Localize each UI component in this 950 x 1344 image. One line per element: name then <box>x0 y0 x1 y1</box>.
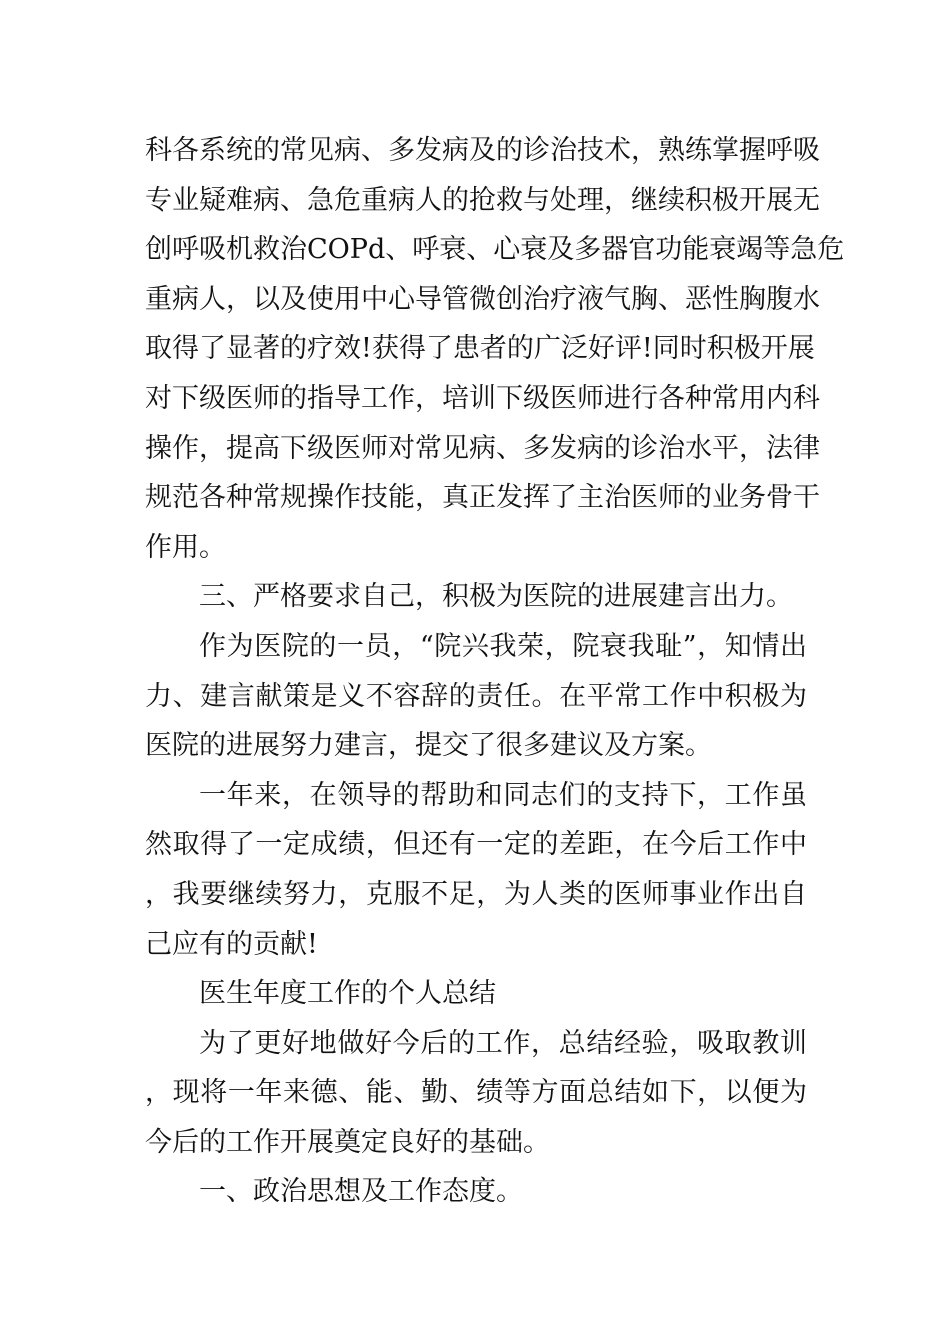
paragraph-line: 规范各种常规操作技能，真正发挥了主治医师的业务骨干 <box>145 482 820 514</box>
paragraph-line: 取得了显著的疗效!获得了患者的广泛好评!同时积极开展 <box>145 333 815 365</box>
paragraph-line: 作用。 <box>145 531 226 563</box>
paragraph-line: 创呼吸机救治COPd、呼衰、心衰及多器官功能衰竭等急危 <box>145 234 845 266</box>
paragraph-line: 专业疑难病、急危重病人的抢救与处理，继续积极开展无 <box>145 184 820 216</box>
paragraph-line: 重病人，以及使用中心导管微创治疗液气胸、恶性胸腹水 <box>145 283 820 315</box>
paragraph: 为了更好地做好今后的工作，总结经验，吸取教训，现将一年来德、能、勤、绩等方面总结如下，以便为今后的工作开展奠定良好的基础。 <box>145 1027 807 1158</box>
paragraph: 作为医院的一员，“院兴我荣，院衰我耻”，知情出力、建言献策是义不容辞的责任。在平常工作中积极为医院的进展努力建言，提交了很多建议及方案。 <box>145 630 807 762</box>
document-title: 医生年度工作的个人总结 <box>199 978 496 1010</box>
section-heading: 三、严格要求自己，积极为医院的进展建言出力。 <box>199 581 793 613</box>
section-heading: 一、政治思想及工作态度。 <box>199 1176 523 1208</box>
paragraph-line: 对下级医师的指导工作，培训下级医师进行各种常用内科 <box>145 382 820 414</box>
paragraph-line: 科各系统的常见病、多发病及的诊治技术，熟练掌握呼吸 <box>145 135 820 166</box>
paragraph: 一年来，在领导的帮助和同志们的支持下，工作虽然取得了一定成绩，但还有一定的差距，在今后工作中，我要继续努力，克服不足，为人类的医师事业作出自己应有的贡献! <box>145 779 807 960</box>
document-body <box>145 126 845 1217</box>
paragraph-line: 操作，提高下级医师对常见病、多发病的诊治水平，法律 <box>145 432 820 464</box>
